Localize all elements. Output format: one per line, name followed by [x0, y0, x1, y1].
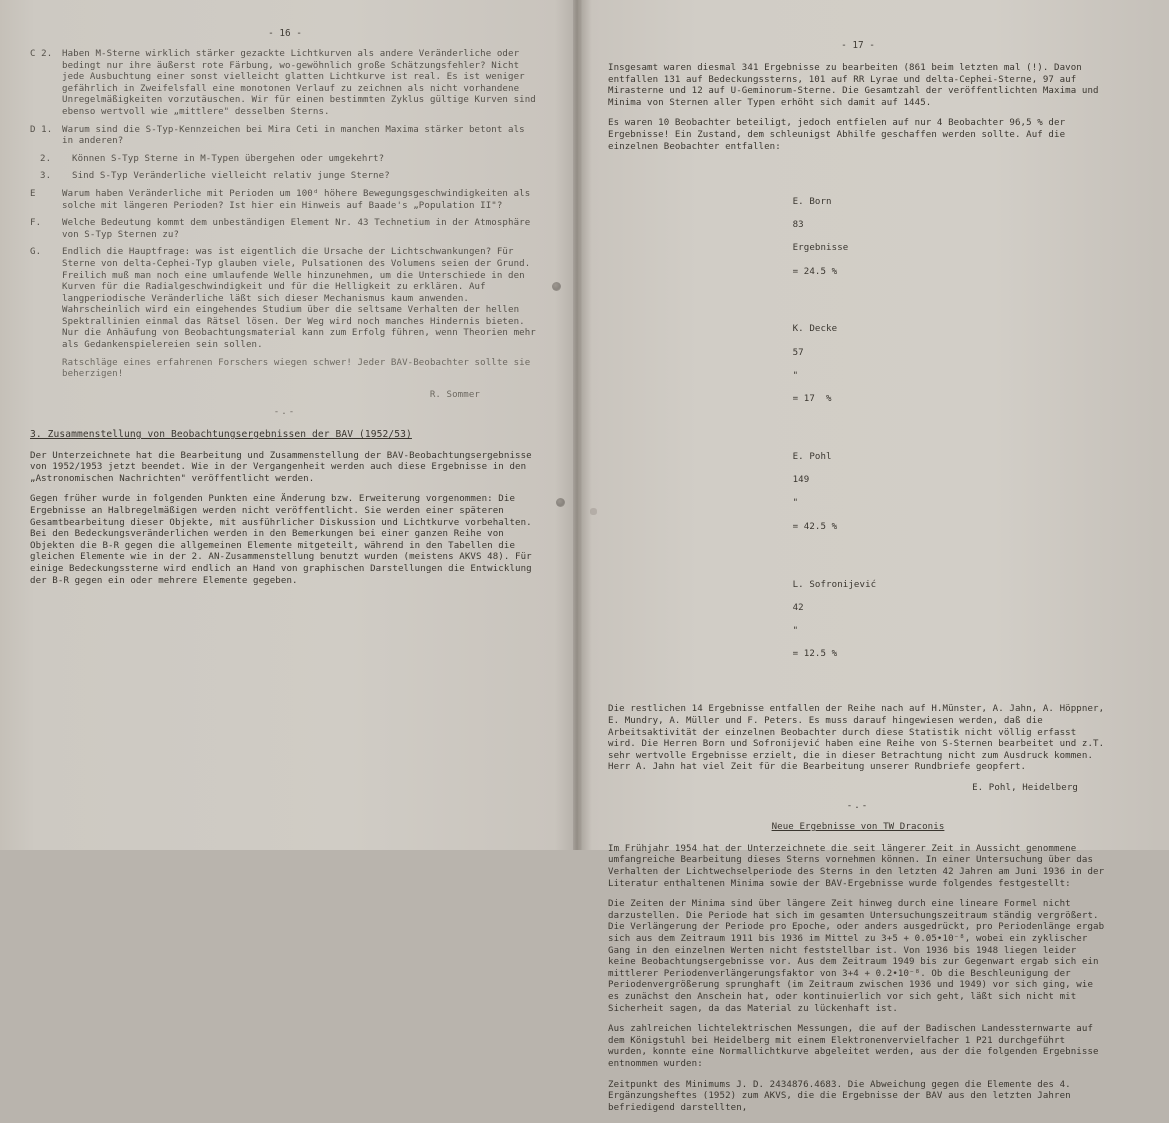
item-label: D 1.	[30, 124, 53, 135]
left-section-heading: 3. Zusammenstellung von Beobachtungsergebnissen der BAV (1952/53)	[30, 429, 412, 441]
right-paragraph: Es waren 10 Beobachter beteiligt, jedoch entfielen auf nur 4 Beobachter 96,5 % der Ergebnisse! Ein Zustand, dem schleunigst Abhilfe geschaffen werden sollte. Auf die einzelnen Beobachter entfallen:	[608, 118, 1071, 152]
list-item	[30, 154, 540, 166]
observer-name: L. Sofronijević	[792, 579, 877, 590]
observer-table	[608, 162, 1108, 695]
list-item	[30, 218, 540, 241]
right-page-column	[608, 40, 1108, 1123]
item-label: F.	[30, 218, 42, 229]
observer-count: 149	[792, 475, 810, 486]
item-text: Sind S-Typ Veränderliche vielleicht relativ junge Sterne?	[72, 171, 390, 182]
observer-count: 83	[792, 220, 804, 231]
item-label: 2.	[40, 153, 52, 164]
observer-percent: = 12.5 %	[792, 649, 838, 660]
item-text: Warum sind die S-Typ-Kennzeichen bei Mira Ceti in manchen Maxima stärker betont als in anderen?	[62, 124, 531, 147]
observer-count: 57	[792, 347, 804, 358]
item-text: Warum haben Veränderliche mit Perioden um 100ᵈ höhere Bewegungsgeschwindigkeiten als solche mit längeren Perioden? Ist hier ein Hinweis auf Baade's „Population II"?	[62, 188, 536, 211]
item-text: Haben M-Sterne wirklich stärker gezackte Lichtkurven als andere Veränderliche oder bedingt nur ihre äußerst rote Färbung, wo-gewöhnlich große Schätzungsfehler? Nicht jede Ausbuchtung einer sonst vielleicht glatten Lichtkurve ist real. Es ist weniger gefährlich in Zweifelsfall eine monotonen Verlauf zu zeichnen als nicht vorhandene Unregelmäßigkeiten vorzutäuschen. Wir für einen bestimmten Zyklus gültige Kurven sind ebenso wertvoll wie „mittlere" desselben Sterns.	[62, 49, 542, 117]
observer-unit: "	[792, 625, 799, 636]
right-paragraph: Insgesamt waren diesmal 341 Ergebnisse zu bearbeiten (861 beim letzten mal (!). Davon entfallen 131 auf Bedeckungssterns, 101 auf RR Lyrae und delta-Cephei-Sterne, 97 auf Mirasterne und 12 auf U-Geminorum-Sterne. Die Gesamtzahl der veröffentlichten Maxima und Minima von Sternen aller Typen erhöht sich damit auf 1445.	[608, 63, 1105, 108]
item-text: Welche Bedeutung kommt dem unbeständigen Element Nr. 43 Technetium in der Atmosphäre von S-Typ Sternen zu?	[62, 218, 536, 240]
closing-paragraph: Ratschläge eines erfahrenen Forschers wiegen schwer! Jeder BAV-Beobachter sollte sie beherzigen!	[62, 357, 536, 380]
list-item	[30, 247, 540, 351]
right-paragraph: Im Frühjahr 1954 hat der Unterzeichnete die seit längerer Zeit in Aussicht genommene umfangreiche Bearbeitung dieses Sterns vornehmen können. In einer Untersuchung über das Verhalten der Lichtwechselperiode des Sterns in den letzten 42 Jahren am Juni 1936 in der Literatur enthaltenen Minima sowie der BAV-Ergebnisse wurde folgendes festgestellt:	[608, 843, 1110, 889]
item-text: Können S-Typ Sterne in M-Typen übergehen oder umgekehrt?	[72, 153, 385, 164]
hole-punch-mark-bottom	[556, 498, 565, 507]
left-signature: R. Sommer	[429, 389, 480, 400]
table-row	[748, 313, 1108, 417]
table-row	[748, 568, 1108, 672]
observer-unit: "	[792, 370, 799, 381]
item-text: Endlich die Hauptfrage: was ist eigentlich die Ursache der Lichtschwankungen? Für Sterne von delta-Cephei-Typ glauben viele, Pulsationen des Volumens seien der Grund. Freilich muß man noch eine umlaufende Welle hinzunehmen, um die Unterschiede in den Kurven für die Radialgeschwindigkeit und für die Helligkeit zu erklären. Auf langperiodische Veränderliche läßt sich dieser Mechanismus kaum anwenden. Wahrscheinlich wird ein eingehendes Studium über die seltsame Verhalten der hellen Spektrallinien einmal das Rätsel lösen. Der Weg wird noch manches Hindernis bieten. Nur die Anhäufung von Beobachtungsmaterial kann zum Erfolg führen, wenn Theorien mehr als Gedankenspielereien sein sollen.	[62, 247, 542, 351]
observer-name: E. Born	[792, 196, 832, 207]
observer-percent: = 24.5 %	[792, 266, 838, 277]
right-signature: E. Pohl, Heidelberg	[972, 783, 1078, 794]
left-page-number: - 16 -	[268, 28, 302, 39]
item-label: C 2.	[30, 49, 53, 59]
right-paragraph: Zeitpunkt des Minimums J. D. 2434876.4683. Die Abweichung gegen die Elemente des 4. Ergänzungsheftes (1952) zum AKVS, die die Ergebnisse der BAV aus den letzten Jahren befriedigend darstellten,	[608, 1079, 1077, 1113]
right-paragraph: Die Zeiten der Minima sind über längere Zeit hinweg durch eine lineare Formel nicht darzustellen. Die Periode hat sich im gesamten Untersuchungszeitraum ständig vergrößert. Die Verlängerung der Periode pro Epoche, oder anders ausgedrückt, pro Periodenlänge ergab sich aus dem Zeitraum 1911 bis 1936 im Mittel zu 3+5 + 0.05•10⁻⁸, wobei ein zyklischer Gang in den einzelnen Werten nicht feststellbar ist. Von 1936 bis 1948 liegen leider keine Beobachtungsergebnisse vor. Aus dem Zeitraum 1949 bis zur Gegenwart ergab sich ein mittlerer Periodenverlängerungsfaktor von 3+4 + 0.2•10⁻⁸. Ob die Beschleunigung der Periodenvergrößerung sprunghaft (im Zeitraum zwischen 1936 und 1949) vor sich ging, wie es zunächst den Anschein hat, oder kontinuierlich vor sich geht, läßt sich nicht mit Sicherheit sagen, da das Material zu lückenhaft ist.	[608, 899, 1110, 1014]
observer-name: K. Decke	[792, 324, 838, 335]
observer-count: 42	[792, 602, 804, 613]
observer-percent: = 42.5 %	[792, 521, 838, 532]
list-item	[30, 189, 540, 212]
observer-name: E. Pohl	[792, 452, 832, 462]
right-paragraph: Aus zahlreichen lichtelektrischen Messungen, die auf der Badischen Landessternwarte auf dem Königstuhl bei Heidelberg mit einem Elektronenvervielfacher 1 P21 durchgeführt wurden, konnte eine Normallichtkurve abgeleitet werden, aus der die folgenden Ergebnisse entnommen wurden:	[608, 1024, 1105, 1069]
table-row	[748, 440, 1108, 544]
observer-percent: = 17 %	[792, 394, 832, 405]
observer-unit: Ergebnisse	[792, 243, 849, 254]
left-paragraph: Gegen früher wurde in folgenden Punkten eine Änderung bzw. Erweiterung vorgenommen: Die Ergebnisse an Halbregelmäßigen werden nicht veröffentlicht. Sie werden einer späteren Gesamtbearbeitung dieser Objekte, mit ausführlicher Diskussion und Lichtkurve vorbehalten. Bei den Bedeckungsveränderlichen werden in den Bemerkungen bei einer ganzen Reihe von Objekten die B-R gegen die allgemeinen Elemente mitgeteilt, während in den Tabellen die gleichen Elemente wie in der 2. AN-Zusammenstellung benutzt wurden (meistens AKVS 48). Für einige Bedeckungssterne wird endlich an Hand von graphischen Darstellungen die Entwicklung der B-R gegen ein oder mehrere Elemente gegeben.	[30, 494, 538, 586]
observer-unit: "	[792, 498, 799, 509]
right-page-number: - 17 -	[841, 40, 875, 51]
right-section-heading: Neue Ergebnisse von TW Draconis	[771, 822, 945, 833]
left-paragraph: Der Unterzeichnete hat die Bearbeitung und Zusammenstellung der BAV-Beobachtungsergebnisse von 1952/1953 jetzt beendet. Wie in der Vergangenheit werden auch diese Ergebnisse in den „Astronomischen Nachrichten" veröffentlicht werden.	[30, 450, 538, 484]
left-page-column	[30, 28, 540, 596]
right-separator: -.-	[846, 800, 870, 811]
item-label: 3.	[40, 171, 52, 182]
list-item	[30, 171, 540, 183]
table-row	[748, 185, 1108, 289]
book-gutter-shadow	[573, 0, 583, 850]
list-item	[30, 49, 540, 119]
left-separator: -.-	[273, 407, 297, 418]
item-label: G.	[30, 247, 42, 258]
hole-punch-mark-top	[552, 282, 561, 291]
list-item	[30, 125, 540, 148]
scan-speck	[590, 508, 597, 515]
item-label: E	[30, 188, 36, 199]
right-paragraph: Die restlichen 14 Ergebnisse entfallen der Reihe nach auf H.Münster, A. Jahn, A. Höppner, E. Mundry, A. Müller und F. Peters. Es muss darauf hingewiesen werden, daß die Arbeitsaktivität der einzelnen Beobachter durch diese Statistik nicht völlig erfasst wird. Die Herren Born und Sofronijević haben eine Reihe von S-Sternen bearbeitet und z.T. sehr wertvolle Ergebnisse erzielt, die in dieser Betrachtung nicht zum Ausdruck kommen. Herr A. Jahn hat viel Zeit für die Bearbeitung unserer Rundbriefe geopfert.	[608, 704, 1110, 773]
